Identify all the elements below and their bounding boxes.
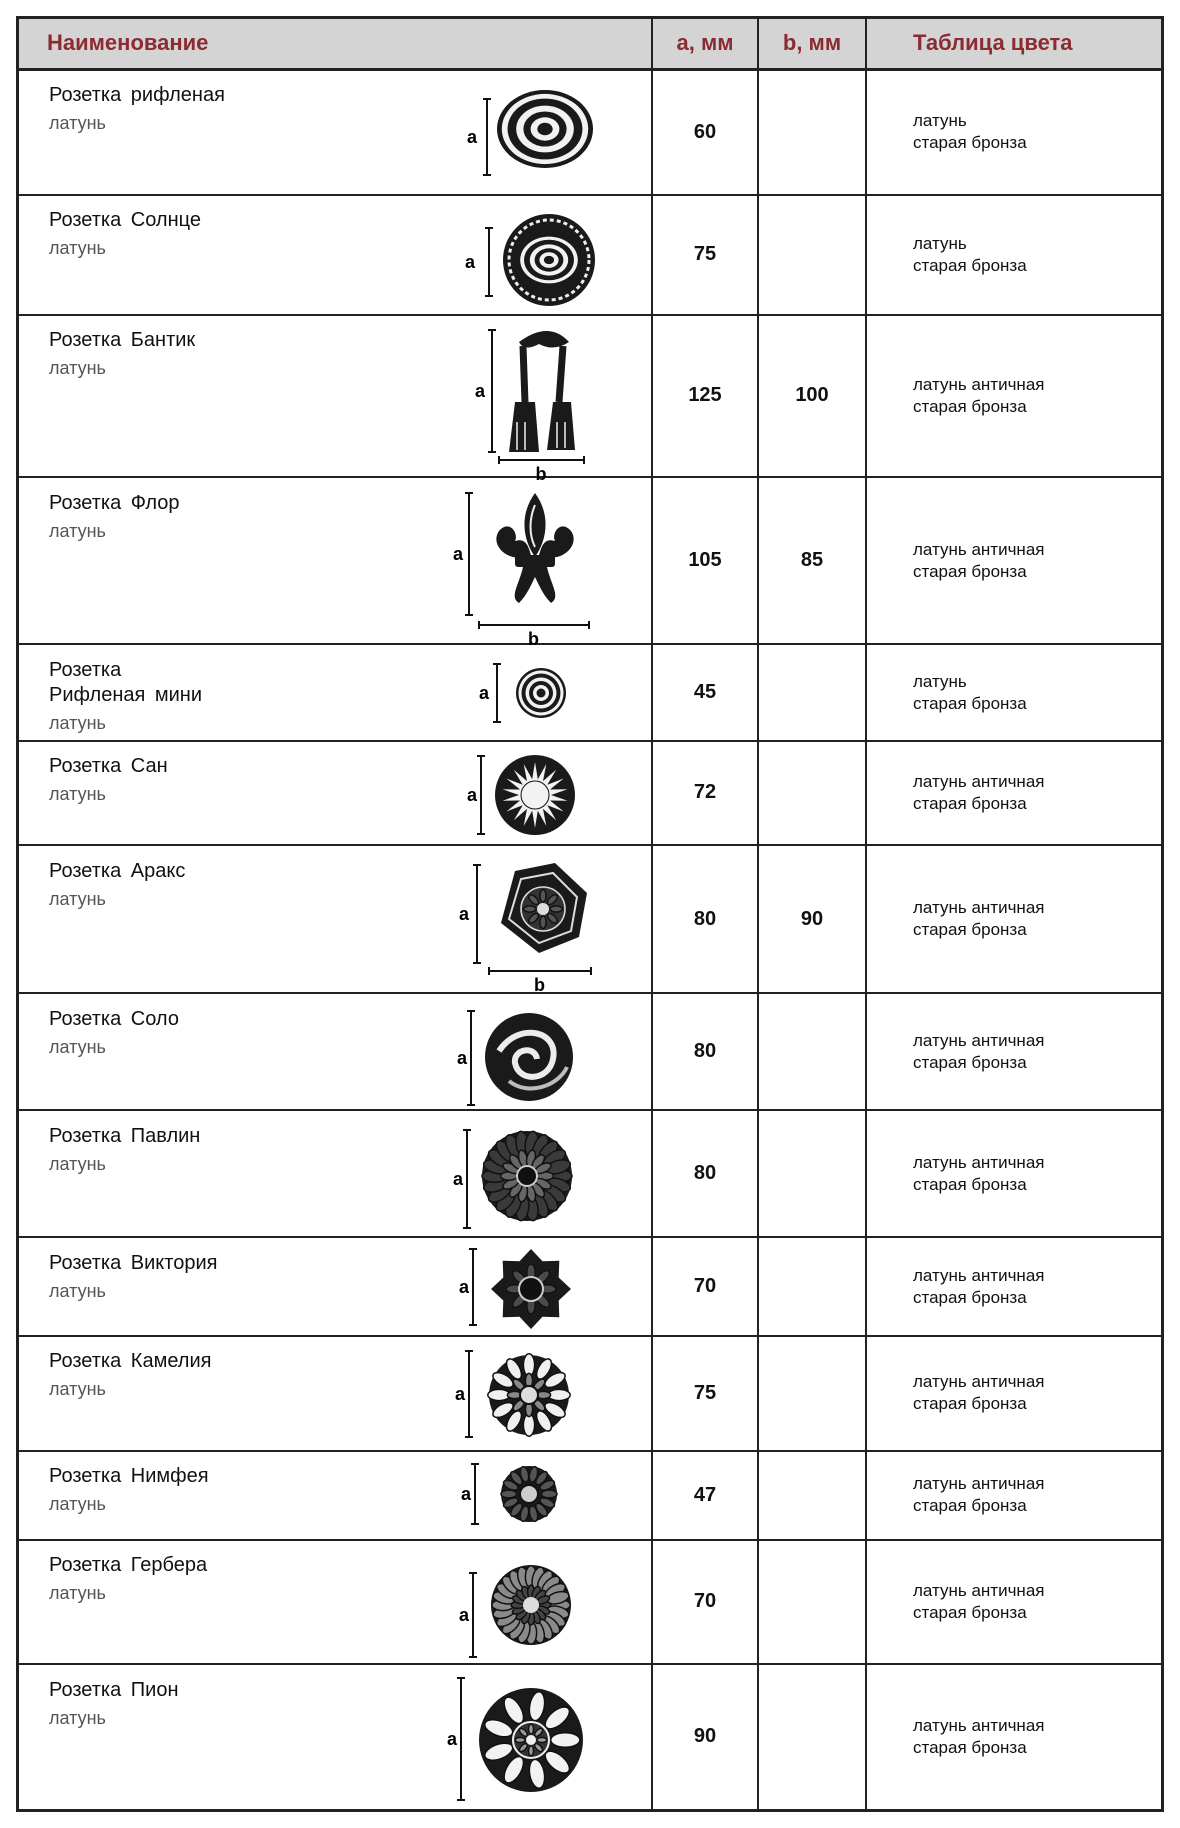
- dim-a-label: a: [453, 1168, 464, 1189]
- product-cell: [19, 1336, 652, 1451]
- color-options: [866, 69, 1161, 195]
- table-row: [19, 845, 1161, 993]
- hexagon-rosette-icon: [439, 853, 629, 995]
- product-title: Розетка Виктория: [49, 1251, 218, 1274]
- dimension-b: 90: [758, 845, 866, 993]
- color-option: латунь античная: [913, 898, 1045, 918]
- table-row: [19, 1540, 1161, 1664]
- ribbed-rosette-icon: [439, 77, 629, 187]
- dimension-b: [758, 644, 866, 741]
- dim-a-label: a: [479, 682, 490, 703]
- color-option: латунь античная: [913, 374, 1045, 394]
- dimension-a: 80: [652, 845, 758, 993]
- table-row: [19, 644, 1161, 741]
- dim-b-label: b: [535, 464, 547, 485]
- peacock-rosette-icon: [439, 1118, 629, 1230]
- product-material: латунь: [49, 712, 106, 733]
- dimension-b: [758, 1540, 866, 1664]
- dim-b-label: b: [528, 628, 539, 649]
- color-option: старая бронза: [913, 255, 1027, 275]
- color-options: [866, 477, 1161, 644]
- product-material: латунь: [49, 1494, 106, 1515]
- color-option: латунь античная: [913, 771, 1045, 791]
- product-material: латунь: [49, 1379, 106, 1400]
- color-option: старая бронза: [913, 793, 1027, 813]
- dim-a-label: a: [455, 1384, 466, 1405]
- dimension-a: 60: [652, 69, 758, 195]
- dimension-a: 80: [652, 993, 758, 1110]
- color-option: латунь: [913, 233, 967, 253]
- color-option: старая бронза: [913, 133, 1027, 153]
- product-cell: [19, 69, 652, 195]
- header-a: a, мм: [652, 19, 758, 69]
- color-options: [866, 315, 1161, 477]
- swirl-rosette-icon: [439, 1001, 629, 1103]
- color-option: старая бронза: [913, 561, 1027, 581]
- dimension-a: 80: [652, 1110, 758, 1237]
- product-material: латунь: [49, 1707, 106, 1728]
- header-colors: Таблица цвета: [866, 19, 1161, 69]
- product-title: Розетка рифленая: [49, 84, 225, 107]
- color-option: латунь античная: [913, 539, 1045, 559]
- dimension-a: 105: [652, 477, 758, 644]
- color-option: старая бронза: [913, 920, 1027, 940]
- dim-b-label: b: [534, 974, 545, 995]
- color-option: старая бронза: [913, 1602, 1027, 1622]
- product-cell: [19, 845, 652, 993]
- mini-ribbed-rosette-icon: [439, 652, 629, 734]
- product-title: Розетка Сан: [49, 755, 168, 778]
- product-material: латунь: [49, 1583, 106, 1604]
- table-row: [19, 315, 1161, 477]
- dimension-b: [758, 993, 866, 1110]
- color-options: [866, 1451, 1161, 1540]
- product-title: Розетка Гербера: [49, 1554, 208, 1577]
- product-title: Розетка Бантик: [49, 329, 196, 352]
- color-options: [866, 644, 1161, 741]
- product-cell: [19, 1110, 652, 1237]
- table-header-row: [19, 19, 1161, 69]
- product-material: латунь: [49, 1153, 106, 1174]
- product-title: Розетка Камелия: [49, 1350, 212, 1373]
- product-cell: [19, 1540, 652, 1664]
- product-title: Розетка Нимфея: [49, 1465, 209, 1488]
- dim-a-label: a: [457, 1047, 468, 1068]
- product-title: Розетка Пион: [49, 1678, 179, 1701]
- product-cell: [19, 1451, 652, 1540]
- table-row: [19, 477, 1161, 644]
- product-cell: [19, 477, 652, 649]
- gerbera-rosette-icon: [439, 1547, 629, 1656]
- color-option: старая бронза: [913, 1496, 1027, 1516]
- color-option: латунь античная: [913, 1474, 1045, 1494]
- table-row: [19, 993, 1161, 1110]
- product-cell: [19, 993, 652, 1110]
- dimension-b: [758, 1110, 866, 1237]
- dim-a-label: a: [467, 127, 478, 148]
- product-material: латунь: [49, 238, 106, 259]
- color-options: [866, 845, 1161, 993]
- dimension-a: 70: [652, 1540, 758, 1664]
- color-options: [866, 1110, 1161, 1237]
- product-cell: [19, 1664, 652, 1809]
- dim-a-label: a: [459, 903, 470, 924]
- product-material: латунь: [49, 1036, 106, 1057]
- product-title: Розетка Флор: [49, 491, 180, 514]
- tassel-bow-icon: [439, 322, 629, 485]
- dimension-a: 70: [652, 1237, 758, 1336]
- dim-a-label: a: [475, 381, 486, 402]
- color-option: латунь античная: [913, 1265, 1045, 1285]
- table-row: [19, 741, 1161, 845]
- peony-rosette-icon: [439, 1672, 629, 1802]
- table-row: [19, 1664, 1161, 1809]
- color-option: латунь античная: [913, 1715, 1045, 1735]
- color-options: [866, 1664, 1161, 1809]
- table-row: [19, 1336, 1161, 1451]
- color-options: [866, 741, 1161, 845]
- dimension-b: [758, 195, 866, 315]
- dimension-a: 125: [652, 315, 758, 477]
- product-title: Розетка Рифленая мини: [49, 658, 203, 706]
- color-option: латунь античная: [913, 1372, 1045, 1392]
- color-option: латунь: [913, 111, 967, 131]
- color-options: [866, 993, 1161, 1110]
- dim-a-label: a: [459, 1605, 470, 1626]
- color-option: латунь античная: [913, 1580, 1045, 1600]
- dimension-b: 85: [758, 477, 866, 644]
- color-option: старая бронза: [913, 693, 1027, 713]
- product-material: латунь: [49, 520, 106, 541]
- table-row: [19, 1110, 1161, 1237]
- color-option: старая бронза: [913, 1052, 1027, 1072]
- header-name: Наименование: [19, 19, 652, 69]
- product-cell: [19, 315, 652, 485]
- dimension-b: 100: [758, 315, 866, 477]
- dimension-a: 90: [652, 1664, 758, 1809]
- color-option: латунь: [913, 671, 967, 691]
- color-option: старая бронза: [913, 1737, 1027, 1757]
- table-row: [19, 195, 1161, 315]
- fleur-de-lis-icon: [439, 485, 629, 649]
- dimension-b: [758, 741, 866, 845]
- nymphaea-rosette-icon: [439, 1458, 629, 1532]
- color-options: [866, 1540, 1161, 1664]
- color-option: латунь античная: [913, 1152, 1045, 1172]
- dimension-b: [758, 1664, 866, 1809]
- product-title: Розетка Аракс: [49, 859, 186, 882]
- product-title: Розетка Соло: [49, 1007, 179, 1030]
- color-options: [866, 195, 1161, 315]
- color-option: латунь античная: [913, 1030, 1045, 1050]
- dim-a-label: a: [467, 785, 478, 806]
- product-cell: [19, 644, 652, 741]
- color-options: [866, 1336, 1161, 1451]
- product-cell: [19, 741, 652, 845]
- catalog-sheet: [16, 16, 1164, 1812]
- color-option: старая бронза: [913, 396, 1027, 416]
- product-material: латунь: [49, 113, 106, 134]
- dim-a-label: a: [447, 1728, 458, 1749]
- dimension-b: [758, 1451, 866, 1540]
- dim-a-label: a: [465, 252, 476, 273]
- table-row: [19, 1451, 1161, 1540]
- product-material: латунь: [49, 888, 106, 909]
- table-row: [19, 69, 1161, 195]
- product-cell: [19, 195, 652, 315]
- dimension-a: 75: [652, 1336, 758, 1451]
- product-material: латунь: [49, 1280, 106, 1301]
- dimension-b: [758, 69, 866, 195]
- color-option: старая бронза: [913, 1394, 1027, 1414]
- product-title: Розетка Солнце: [49, 209, 201, 232]
- dim-a-label: a: [453, 543, 464, 564]
- product-material: латунь: [49, 784, 106, 805]
- dimension-a: 45: [652, 644, 758, 741]
- product-material: латунь: [49, 358, 106, 379]
- dimension-a: 75: [652, 195, 758, 315]
- dimension-a: 72: [652, 741, 758, 845]
- color-option: старая бронза: [913, 1174, 1027, 1194]
- dimension-a: 47: [652, 1451, 758, 1540]
- product-title: Розетка Павлин: [49, 1124, 201, 1147]
- camellia-rosette-icon: [439, 1343, 629, 1443]
- product-cell: [19, 1237, 652, 1336]
- color-option: старая бронза: [913, 1287, 1027, 1307]
- victoria-rosette-icon: [439, 1245, 629, 1329]
- rosette-table: [19, 19, 1161, 1809]
- dimension-b: [758, 1237, 866, 1336]
- dim-a-label: a: [461, 1484, 472, 1505]
- color-options: [866, 1237, 1161, 1336]
- sun-rope-rosette-icon: [439, 202, 629, 307]
- dim-a-label: a: [459, 1276, 470, 1297]
- header-b: b, мм: [758, 19, 866, 69]
- dimension-b: [758, 1336, 866, 1451]
- table-row: [19, 1237, 1161, 1336]
- sun-star-rosette-icon: [439, 748, 629, 837]
